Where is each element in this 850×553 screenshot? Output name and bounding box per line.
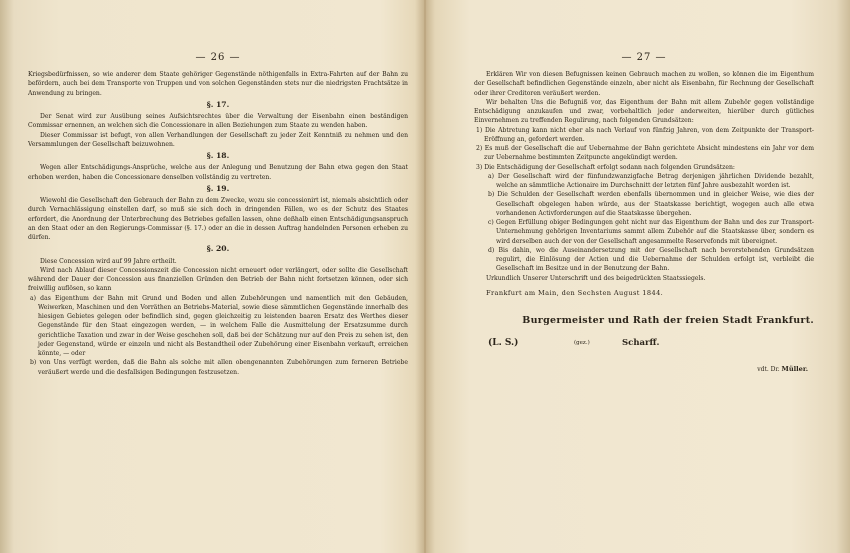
right-page <box>474 0 814 553</box>
principle-1: 1) Die Abtretung kann nicht eher als nach Verlauf von fünfzig Jahren, von dem Zeitpunkte der Transport-Eröffnung an, gefordert werden. <box>476 126 814 143</box>
countersignature <box>474 365 814 374</box>
page-number: — 26 — <box>195 52 241 63</box>
principle-3d: d) Bis dahin, wo die Auseinandersetzung mit der Gesellschaft nach bevorstehenden Grundsätzen regulirt, die Einlösung der Actien und die Uebernahme der Schulden erfolgt ist, verbleibt die Gesellschaft im Besitze und in der Benutzung der Bahn. <box>488 246 814 273</box>
section-18-title: §. 18. <box>206 151 230 160</box>
principle-2: 2) Es muß der Gesellschaft die auf Uebernahme der Bahn gerichtete Absicht mindestens ein Jahr vor dem zur Uebernahme bestimmten Zeitpuncte angekündigt werden. <box>476 145 814 162</box>
section-17-title: §. 17. <box>206 99 230 109</box>
signed-note: (gez.) <box>574 340 590 347</box>
paragraph-1: Erklären Wir von diesen Befugnissen keinen Gebrauch machen zu wollen, so können die im Eigenthum der Gesellschaft befindlichen Gegenstände einzeln, aber nicht als Eisenbahn, für Rechnung der Gesellschaft oder ihrer Creditoren veräußert werden. <box>474 71 814 97</box>
principle-3c: c) Gegen Erfüllung obiger Bedingungen geht nicht nur das Eigenthum der Bahn und des zur Transport-Unternehmung gehörigen Inventariums sammt allem Zubehör auf die Staatskasse über, sondern es wird derselben auch der von der Gesellschaft angesammelte Reservefonds mit übereignet. <box>488 219 814 245</box>
left-page-body <box>28 70 408 377</box>
page-fold <box>424 0 426 553</box>
intro-paragraph: Kriegsbedürfnissen, so wie anderer dem Staate gehöriger Gegenstände nöthigenfalls in Extra-Fahrten auf der Bahn zu befördern, auch bei dem Transporte von Truppen und von solchen Gegenständen stets nur die niedrigsten Frachtsätze in Anwendung zu bringen. <box>28 71 408 97</box>
countersignature-name: Müller. <box>781 364 808 373</box>
signature-row <box>474 339 814 348</box>
principle-3: 3) Die Entschädigung der Gesellschaft erfolgt sodann nach folgenden Grundsätzen: <box>476 163 735 171</box>
section-18-paragraph: Wegen aller Entschädigungs-Ansprüche, welche aus der Anlegung und Benutzung der Bahn etwa gegen den Staat erhoben werden, haben die Concessionare denselben vollständig zu vertreten. <box>28 164 408 181</box>
right-page-body <box>474 70 814 374</box>
section-20-title: §. 20. <box>206 244 230 254</box>
section-17-paragraph-2: Dieser Commissar ist befugt, von allen Verhandlungen der Gesellschaft zu jeder Zeit Kenntniß zu nehmen und den Versammlungen der Gesellschaft beizuwohnen. <box>28 131 408 148</box>
signer-name: Scharff. <box>622 338 660 349</box>
place-and-date: Frankfurt am Main, den Sechsten August 1844. <box>486 288 664 297</box>
seal-mark: (L. S.) <box>488 338 519 349</box>
section-20-item-a: a) das Eigenthum der Bahn mit Grund und Boden und allen Zubehörungen und namentlich mit den Gebäuden, Weiwerken, Maschinen und den Vorräthen an Betriebs-Material, sowie diese sämmtlichen Gegenstände innerhalb des hiesigen Gebietes gelegen oder befindlich sind, gegen gleichzeitig zu leistenden baaren Ersatz des Werthes dieser Gegenstände für den Staat eingezogen werden, — in welchem Falle die Ausmittelung der Ersatzsumme durch gerichtliche Taxation und zwar in der Weise geschehen soll, daß bei der Schätzung nur auf den Preis zu sehen ist, den jeder Gegenstand, würde er einzeln und nicht als Bestandtheil oder Zubehörung einer Eisenbahn verkauft, erreichen könnte, — oder <box>30 294 408 357</box>
countersignature-prefix: vdt. Dr. <box>757 365 780 373</box>
principle-3a: a) Der Gesellschaft wird der fünfundzwanzigfache Betrag derjenigen jährlichen Dividende bezahlt, welche an sämmtliche Actionaire im Durchschnitt der letzten fünf Jahre ausbezahlt worden ist. <box>488 172 814 189</box>
left-page <box>28 0 408 553</box>
principle-3b: b) Die Schulden der Gesellschaft werden ebenfalls übernommen und in gleicher Weise, wie dies der Gesellschaft obgelegen haben würde, aus der Staatskasse berichtigt, wogegen auch alle etwa vorhandenen Activforderungen auf die Staatskasse übergehen. <box>488 191 814 217</box>
section-20-item-b: b) von Uns verfügt werden, daß die Bahn als solche mit allen obengenannten Zubehörungen zum ferneren Betriebe veräußert werde und die desfallsigen Bedingungen festzusetzen. <box>30 359 408 376</box>
page-number: — 27 — <box>621 52 667 63</box>
section-20-paragraph-2: Wird nach Ablauf dieser Concessionszeit die Concession nicht erneuert oder verlängert, oder sollte die Gesellschaft während der Dauer der Concession aus finanziellen Gründen den Betrieb der Bahn nicht fortsetzen können, oder sich freiwillig auflösen, so kann <box>28 266 408 293</box>
section-19-title: §. 19. <box>206 183 230 193</box>
section-19-paragraph: Wiewohl die Gesellschaft den Gebrauch der Bahn zu dem Zwecke, wozu sie concessionirt ist, niemals absichtlich oder durch Vernachlässigung einstellen darf, so muß sie sich doch in dringenden Fällen, wo es der Schutz des Staates erfordert, die Anordnung der Unterbrechung des Betriebes gefallen lassen, ohne deßhalb einen Entschädigungsanspruch an den Staat oder an den Regierungs-Commissar (§. 17.) oder an die in dessen Auftrag handelnden Personen erheben zu dürfen. <box>28 197 408 241</box>
paragraph-2: Wir behalten Uns die Befugniß vor, das Eigenthum der Bahn mit allem Zubehör gegen vollständige Entschädigung anzukaufen und zwar, vorbehaltlich jeder anderweiten, hierüber durch gütliches Einvernehmen zu treffenden Regulirung, nach folgenden Grundsätzen: <box>474 98 814 125</box>
issuing-authority: Burgermeister und Rath der freien Stadt Frankfurt. <box>522 315 814 326</box>
section-20-paragraph-1: Diese Concession wird auf 99 Jahre ertheilt. <box>40 257 177 265</box>
section-17-paragraph-1: Der Senat wird zur Ausübung seines Aufsichtsrechtes über die Verwaltung der Eisenbahn einen beständigen Commissar ernennen, an welchen sich die Concessionare in allen Beziehungen zum Staate zu wenden haben. <box>28 113 408 130</box>
attestation: Urkundlich Unserer Unterschrift und des beigedrückten Staatssiegels. <box>486 274 706 282</box>
